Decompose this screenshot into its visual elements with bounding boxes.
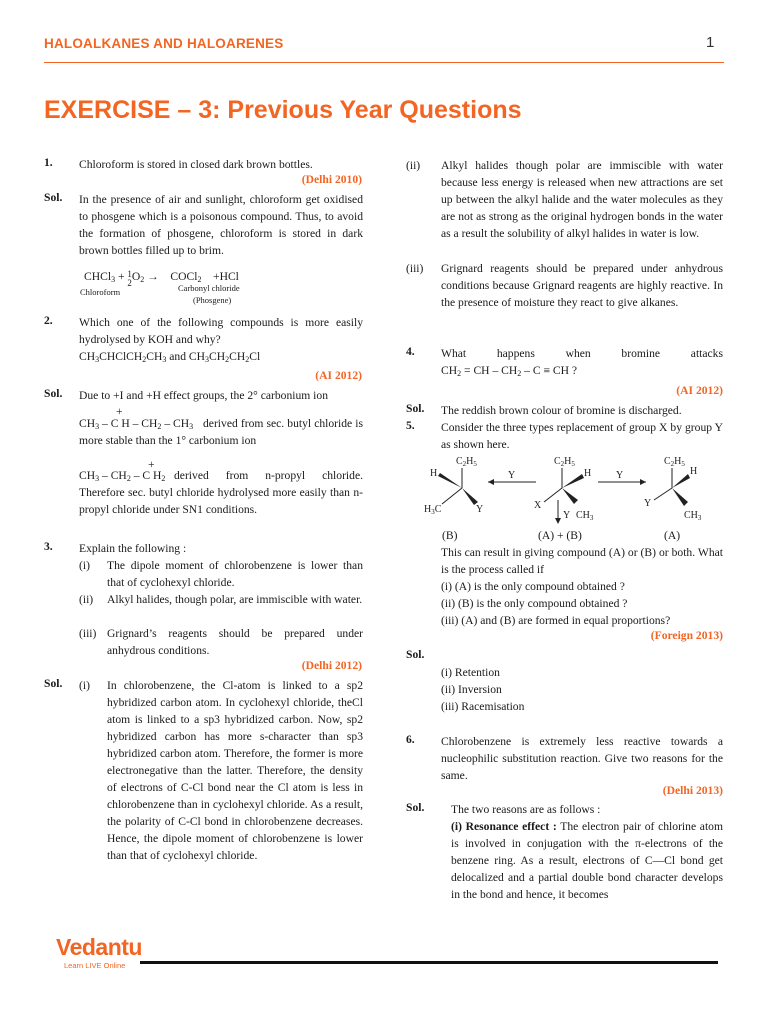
q2-sol-label: Sol. [44, 387, 63, 400]
q1-text: Chloroform is stored in closed dark brown bottles. [79, 158, 313, 171]
svg-text:CH3: $CH_3$ [684, 510, 702, 522]
q4-number: 4. [406, 345, 415, 358]
q2-sol-a: Due to +I and +H effect groups, the 2° carbonium ion [79, 389, 328, 402]
right-ii-text: Alkyl halides though polar are immiscible with water because less energy is released when new attractions are set up between the alkyl halide and the water molecules as they are not as strong as the original hydrogen bonds in the water as a result the solubility of alkyl halides in water is low. [441, 159, 723, 240]
q1-number: 1. [44, 156, 53, 169]
vedantu-logo: Vedantu [56, 934, 142, 960]
molecule-a [644, 456, 702, 522]
q3-item-1: The dipole moment of chlorobenzene is lower than that of cyclohexyl chloride. [107, 559, 363, 589]
carbonyl-chloride-label: Carbonyl chloride [178, 283, 240, 293]
q3-solution: In chlorobenzene, the Cl-atom is linked to a sp2 hybridized carbon atom. In cyclohexyl chloride, theCl atom is linked to a sp3 hybridized carbon. Now, sp2 hybridized carbon has more s-character than sp3 hybridized carbon atom. Therefore, the former is more electronegative than the latter. Therefore, the density of electrons of C-Cl bond near the Cl atom is less in chlorobenzene than in cyclohexyl chloride. As a result, the polarity of C-Cl bond in chlorobenzene decreases. Hence, the dipole moment of chlorobenzene is lower than that of cyclohexyl chloride. [107, 679, 363, 862]
svg-text:H: H [690, 466, 698, 477]
q2-text: Which one of the following compounds is more easily hydrolysed by KOH and why? [79, 316, 363, 346]
arrow-left [488, 470, 536, 485]
q3-sol-label: Sol. [44, 677, 63, 690]
svg-text:CH3: $CH_3$ [576, 510, 594, 522]
q6-sol-text: The electron pair of chlorine atom is involved in conjugation with the π-electrons of the benzene ring. As a result, electrons of C—Cl bond get delocalized and a partial double bond character develops in the bond and hence, it becomes [451, 820, 723, 901]
q5-ans-1: (i) Retention [441, 666, 500, 679]
svg-text:Y: Y [644, 498, 652, 509]
q5-ans-3: (iii) Racemisation [441, 700, 525, 713]
q3-text: Explain the following : [79, 542, 187, 555]
svg-text:C2H5: $C_2H_5$ [664, 456, 685, 468]
phosgene-label: (Phosgene) [193, 295, 232, 305]
q1-sol-label: Sol. [44, 191, 63, 204]
resonance-heading: (i) Resonance effect : [451, 820, 557, 833]
q5-after: This can result in giving compound (A) or (B) or both. What is the process called if [441, 546, 723, 576]
q2-sol-c: derived from n-propyl chloride. Therefore sec. butyl chloride hydrolysed more easily than n-propyl chloride under SN1 conditions. [79, 469, 363, 516]
q2-number: 2. [44, 314, 53, 327]
q5-number: 5. [406, 419, 415, 432]
q2-sol-b: derived from sec. butyl chloride is more stable than the 1° carbonium ion [79, 417, 363, 447]
sec-carbonium: $CH_3$ – C H – $CH_2 - CH_3$ [79, 417, 194, 431]
molecule-x [534, 456, 594, 524]
q2-source: (AI 2012) [315, 369, 362, 382]
q3-number: 3. [44, 540, 53, 553]
q1-equation: CHCl$_3$ + 1 $2O_2$ → COCl$_2$ +HCl [84, 269, 239, 288]
pri-carbonium: $CH_3 - CH_2$ – C $H_2$ [79, 469, 166, 483]
q6-sol-label: Sol. [406, 801, 425, 814]
q6-number: 6. [406, 733, 415, 746]
q5-source: (Foreign 2013) [650, 629, 723, 642]
q5-opt-3: (iii) (A) and (B) are formed in equal proportions? [441, 614, 671, 627]
q2-compounds: $CH_3CHClCH_2CH_3$ and $CH_3CH_2CH_2Cl$ [79, 350, 261, 364]
q5-ans-2: (ii) Inversion [441, 683, 502, 696]
svg-text:H: H [430, 468, 438, 479]
svg-text:H3C: $H_3C$ [424, 504, 442, 516]
q3-sol-i: (i) [79, 679, 90, 692]
q6-sol-intro: The two reasons are as follows : [451, 803, 601, 816]
svg-text:Y: Y [508, 470, 516, 481]
q3-item-1-num: (i) [79, 559, 90, 572]
right-ii-num: (ii) [406, 159, 421, 172]
svg-text:Y: Y [616, 470, 624, 481]
q5-sol-label: Sol. [406, 648, 425, 661]
logo-tagline: Learn LIVE Online [64, 961, 126, 970]
caption-b: (B) [442, 529, 458, 542]
exercise-title: EXERCISE – 3: Previous Year Questions [44, 96, 522, 124]
svg-text:C2H5: $C_2H_5$ [456, 456, 477, 468]
q3-item-2: Alkyl halides, though polar, are immiscible with water. [107, 593, 363, 606]
plus-charge-1: + [116, 405, 123, 418]
page-number: 1 [706, 34, 715, 51]
q3-item-3: Grignard’s reagents should be prepared under anhydrous conditions. [107, 627, 363, 657]
q3-item-3-num: (iii) [79, 627, 97, 640]
right-iii-text: Grignard reagents should be prepared under anhydrous conditions because Grignard reagents are highly reactive. In the presence of moisture they react to give alkanes. [441, 262, 723, 309]
svg-text:C2H5: $C_2H_5$ [554, 456, 575, 468]
q5-opt-1: (i) (A) is the only compound obtained ? [441, 580, 625, 593]
chapter-title: HALOALKANES AND HALOARENES [44, 36, 284, 51]
q4-source: (AI 2012) [676, 384, 723, 397]
arrow-right [598, 470, 646, 485]
q6-text: Chlorobenzene is extremely less reactive towards a nucleophilic substitution reaction. Give two reasons for the same. [441, 735, 723, 782]
q4-solution: The reddish brown colour of bromine is discharged. [441, 404, 682, 417]
q6-source: (Delhi 2013) [662, 784, 723, 797]
caption-a: (A) [664, 529, 681, 542]
q3-item-2-num: (ii) [79, 593, 94, 606]
molecule-b [424, 456, 483, 516]
svg-text:Y: Y [476, 504, 484, 515]
q1-solution: In the presence of air and sunlight, chloroform get oxidised to phosgene which is a poisonous compound. Thus, to avoid the formation of phosgene, chloroform is stored in dark brown bottles filled up to brim. [79, 193, 363, 257]
q6-solution [451, 818, 723, 903]
svg-text:X: X [534, 500, 542, 511]
q5-text: Consider the three types replacement of group X by group Y as shown here. [441, 421, 723, 451]
q1-source: (Delhi 2010) [301, 173, 362, 186]
header-divider [44, 62, 724, 63]
q4-text: What happens when bromine attacks [441, 347, 723, 360]
svg-text:H: H [584, 468, 592, 479]
q4-sol-label: Sol. [406, 402, 425, 415]
q3-source: (Delhi 2012) [301, 659, 362, 672]
caption-ab: (A) + (B) [538, 529, 582, 542]
chloroform-label: Chloroform [80, 287, 121, 297]
q4-formula: $CH_2$ = CH – $CH_2$ – C ≡ CH ? [441, 364, 578, 378]
svg-text:Y: Y [563, 510, 571, 521]
footer-divider [140, 961, 718, 964]
right-iii-num: (iii) [406, 262, 424, 275]
q5-opt-2: (ii) (B) is the only compound obtained ? [441, 597, 628, 610]
plus-charge-2: + [148, 458, 155, 471]
